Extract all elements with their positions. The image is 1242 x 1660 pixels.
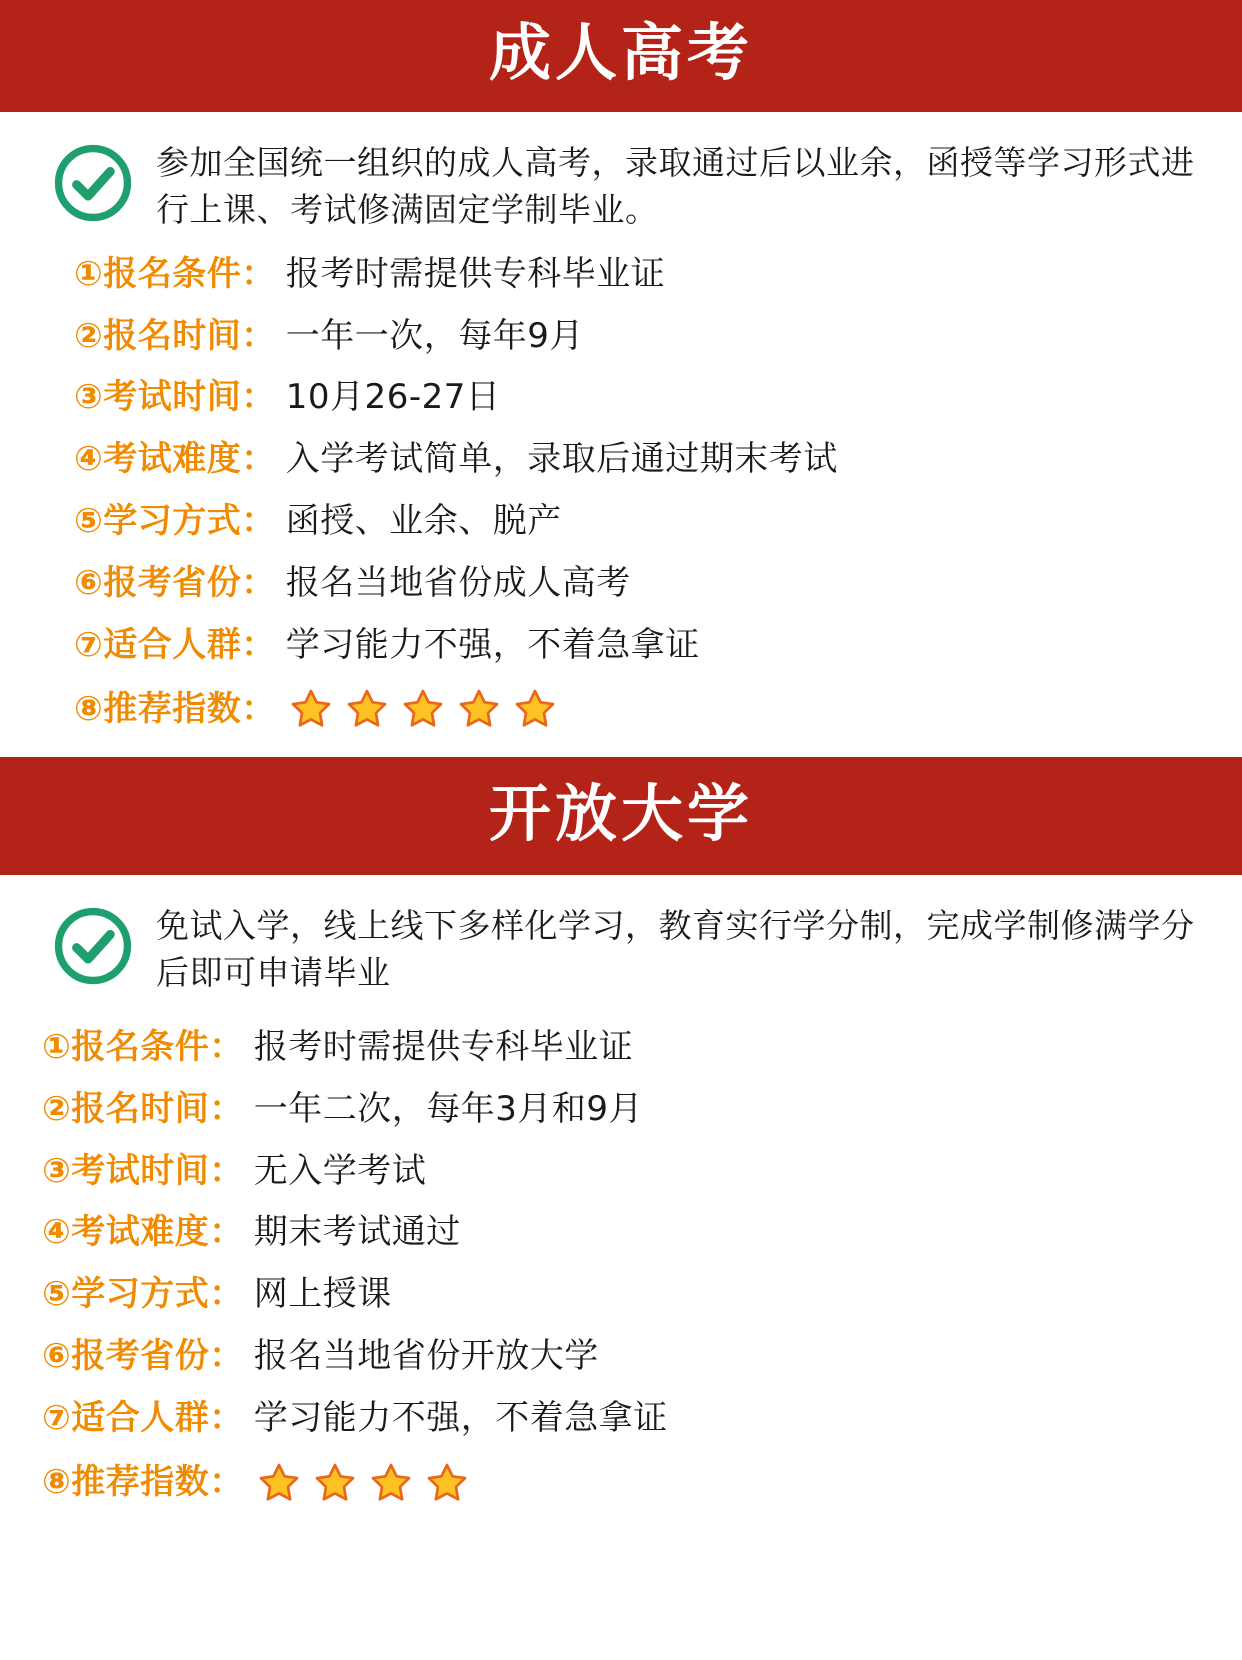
spec-label: ⑦适合人群： xyxy=(42,1397,244,1438)
star-icon xyxy=(368,1460,414,1506)
spec-row xyxy=(74,377,1242,418)
spec-list-2 xyxy=(0,1013,1242,1527)
spec-label: ②报名时间： xyxy=(42,1088,244,1129)
spec-row xyxy=(42,1336,1242,1377)
spec-value: 一年一次，每年9月 xyxy=(285,315,584,356)
spec-value: 学习能力不强，不着急拿证 xyxy=(253,1397,668,1438)
spec-value: 10月26-27日 xyxy=(285,377,501,418)
spec-row xyxy=(74,625,1242,666)
spec-label: ③考试时间： xyxy=(42,1150,244,1191)
section-title-banner-1 xyxy=(0,0,1242,112)
spec-label: ④考试难度： xyxy=(74,439,276,480)
section-title-1: 成人高考 xyxy=(488,16,753,89)
intro-spacer xyxy=(0,1003,1242,1013)
star-icon xyxy=(400,686,446,732)
spec-value: 网上授课 xyxy=(253,1274,392,1315)
spec-label: ⑥报考省份： xyxy=(74,562,276,603)
spec-value: 一年二次，每年3月和9月 xyxy=(253,1088,644,1129)
spec-row xyxy=(42,1089,1242,1130)
spec-value: 报考时需提供专科毕业证 xyxy=(285,253,666,294)
spec-label: ③考试时间： xyxy=(74,377,276,418)
check-circle-icon xyxy=(52,905,134,987)
section-title-banner-2 xyxy=(0,757,1242,875)
spec-label: ①报名条件： xyxy=(42,1027,244,1068)
star-icon xyxy=(456,686,502,732)
spec-value: 学习能力不强，不着急拿证 xyxy=(285,624,700,665)
section-title-2: 开放大学 xyxy=(488,777,753,851)
rating-stars-2 xyxy=(256,1460,480,1506)
rating-row-2 xyxy=(42,1460,1242,1506)
spec-label: ⑥报考省份： xyxy=(42,1336,244,1376)
spec-label: ⑤学习方式： xyxy=(74,500,276,541)
spec-value: 无入学考试 xyxy=(253,1150,427,1191)
spec-row xyxy=(74,439,1242,480)
star-icon xyxy=(288,686,334,732)
rating-label: ⑧推荐指数： xyxy=(42,1462,244,1503)
check-circle-icon xyxy=(52,142,134,224)
spec-value: 函授、业余、脱产 xyxy=(285,500,562,541)
spec-row xyxy=(74,254,1242,295)
spec-row xyxy=(74,316,1242,357)
spec-list-1 xyxy=(0,240,1242,754)
star-icon xyxy=(344,686,390,732)
star-icon xyxy=(312,1460,358,1506)
spec-row xyxy=(42,1212,1242,1253)
spec-row xyxy=(42,1398,1242,1439)
spec-row xyxy=(74,563,1242,604)
spec-label: ④考试难度： xyxy=(42,1212,244,1253)
rating-stars-1 xyxy=(288,686,568,732)
section-intro-text-2: 免试入学，线上线下多样化学习，教育实行学分制，完成学制修满学分后即可申请毕业 xyxy=(156,906,1195,993)
spec-value: 入学考试简单，录取后通过期末考试 xyxy=(285,439,838,480)
spec-label: ①报名条件： xyxy=(74,253,276,294)
section-intro-1 xyxy=(0,112,1242,240)
spec-label: ⑦适合人群： xyxy=(74,624,276,665)
star-icon xyxy=(256,1460,302,1506)
spec-value: 报名当地省份成人高考 xyxy=(285,562,631,603)
spec-label: ②报名时间： xyxy=(74,315,276,356)
spec-value: 报名当地省份开放大学 xyxy=(253,1336,599,1376)
rating-row-1 xyxy=(74,686,1242,732)
spec-value: 期末考试通过 xyxy=(253,1212,461,1253)
spec-label: ⑤学习方式： xyxy=(42,1274,244,1315)
star-icon xyxy=(512,686,558,732)
rating-label: ⑧推荐指数： xyxy=(74,688,276,729)
section-intro-text-1: 参加全国统一组织的成人高考，录取通过后以业余，函授等学习形式进行上课、考试修满固定学制毕业。 xyxy=(156,143,1195,229)
spec-value: 报考时需提供专科毕业证 xyxy=(253,1027,634,1068)
spec-row xyxy=(42,1274,1242,1315)
spec-row xyxy=(42,1027,1242,1068)
section-intro-2 xyxy=(0,875,1242,1003)
spec-row xyxy=(74,501,1242,542)
star-icon xyxy=(424,1460,470,1506)
spec-row xyxy=(42,1151,1242,1192)
